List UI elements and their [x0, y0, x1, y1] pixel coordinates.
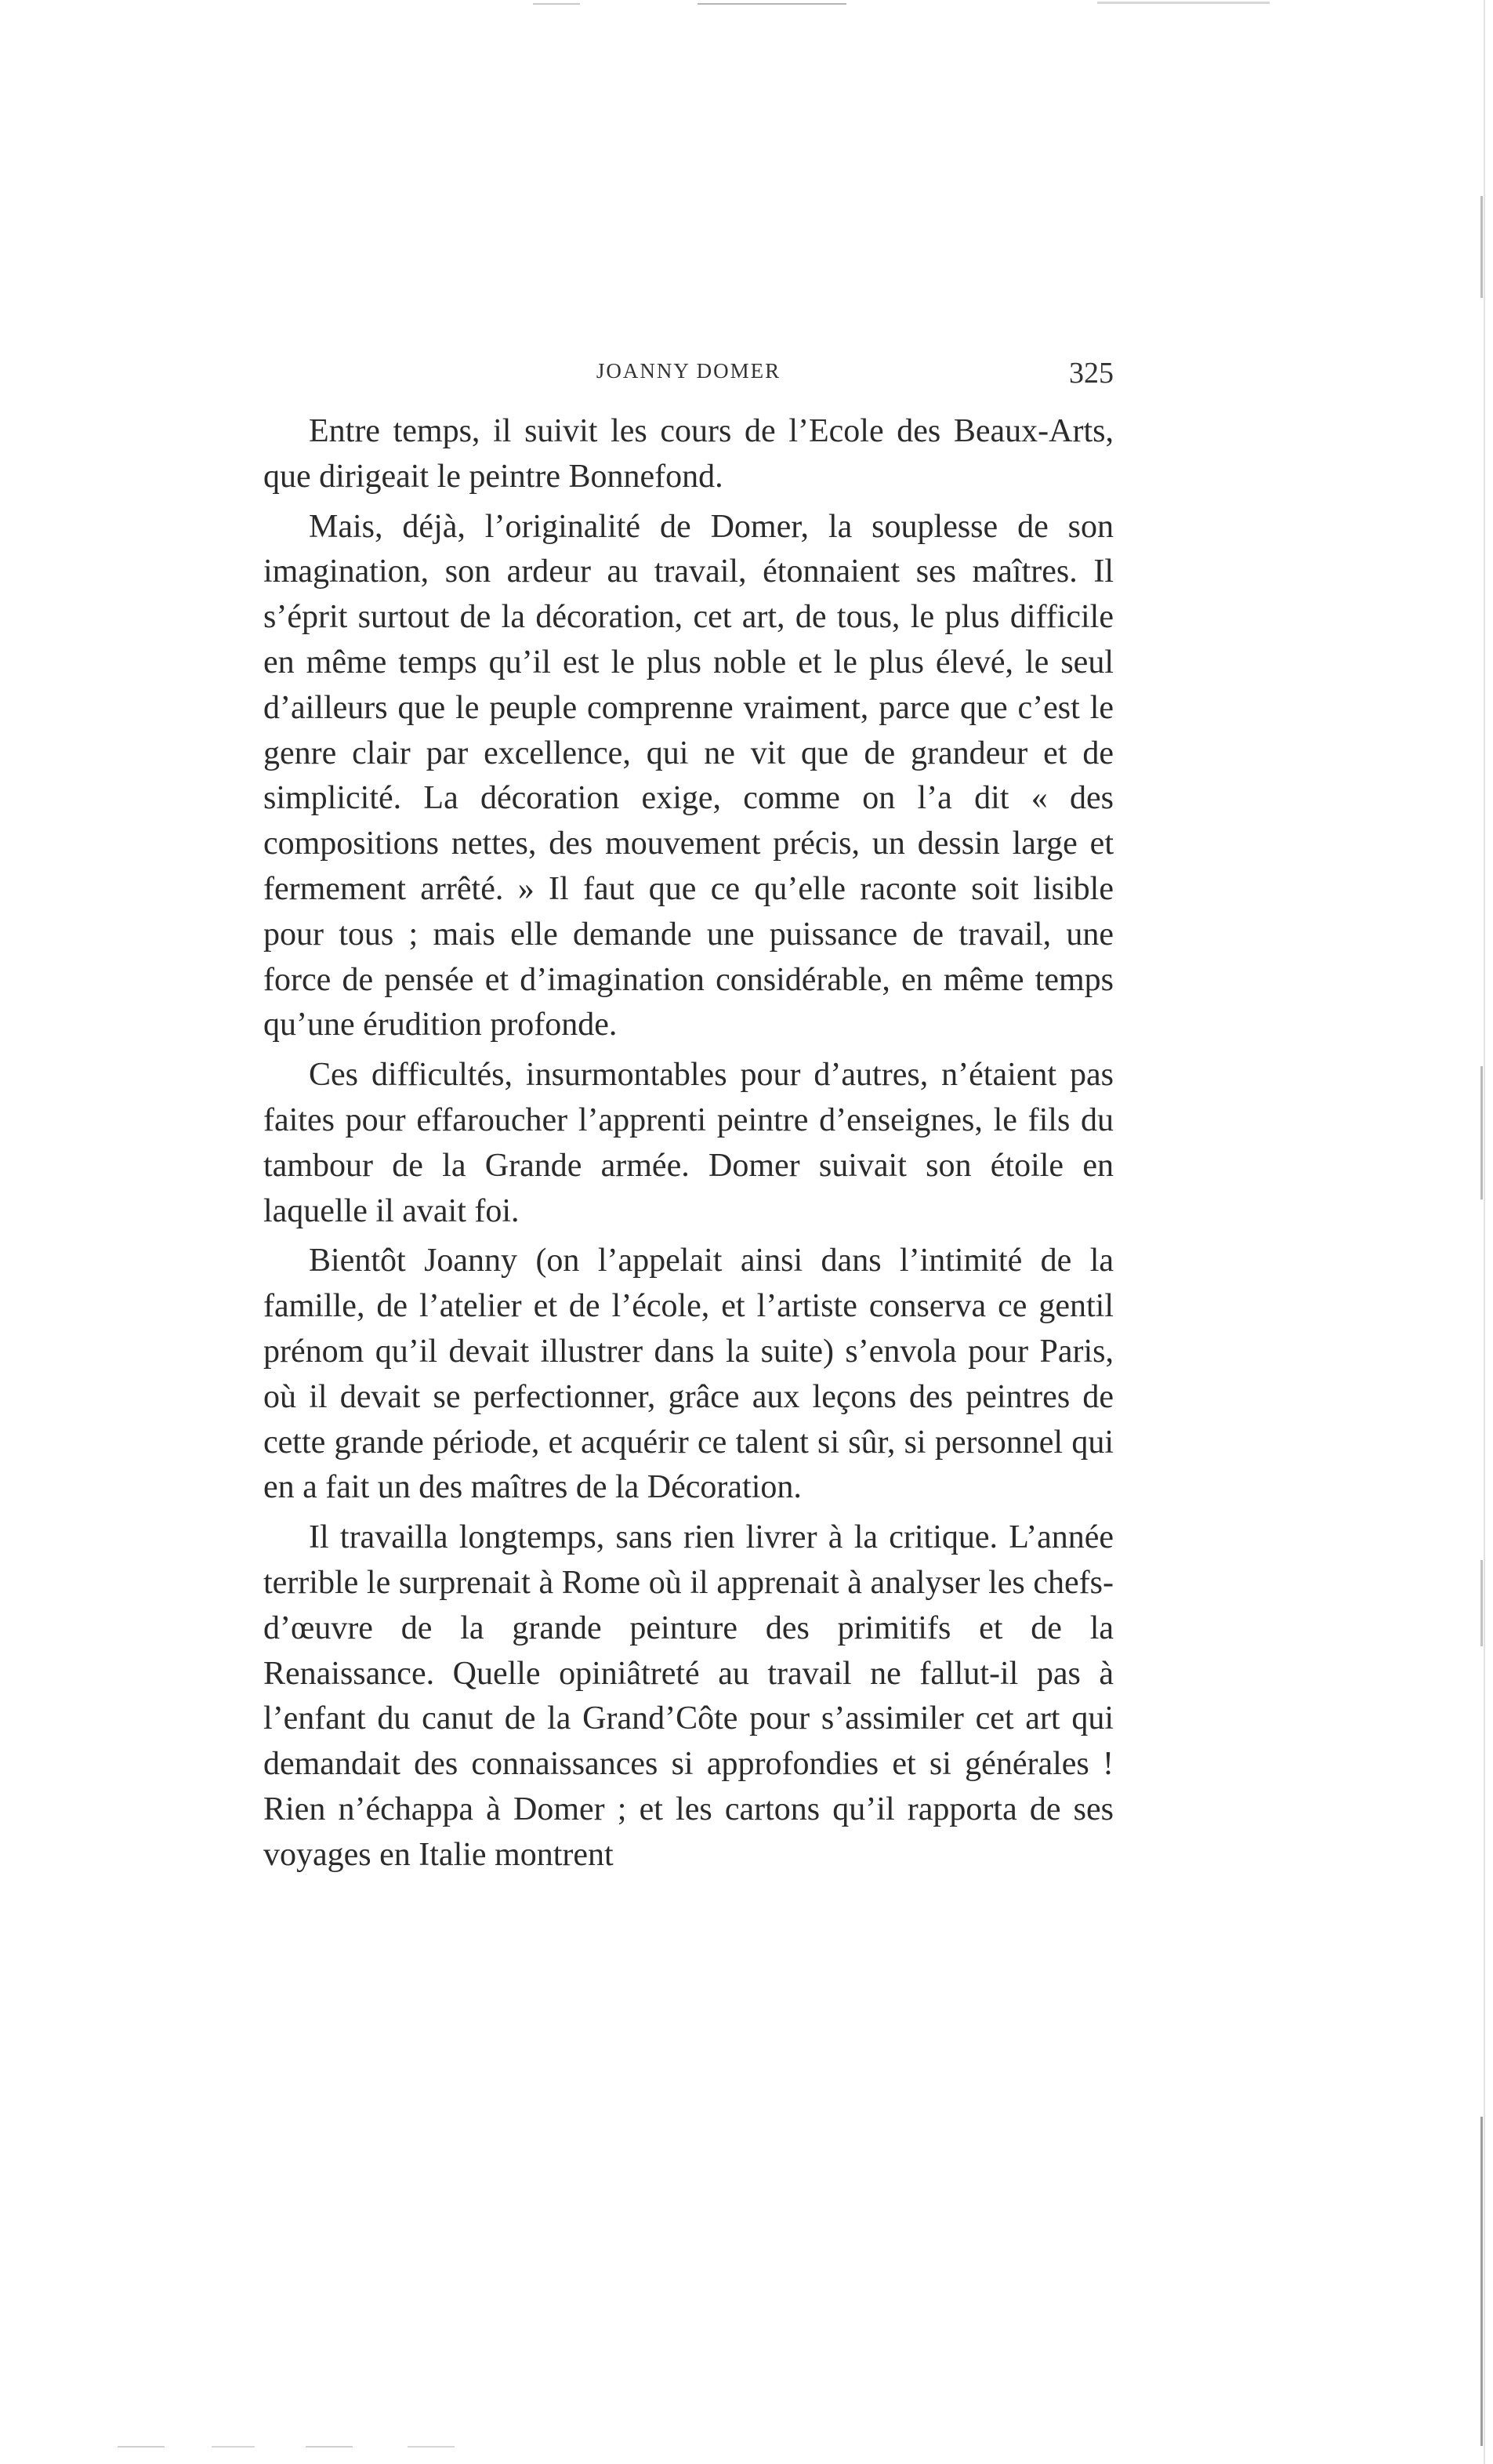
paragraph: Bientôt Joanny (on l’appelait ainsi dans l’intimité de la famille, de l’atelier et de l’école, et l’artiste conserva ce gentil prénom qu’il devait illustrer dans la suite) s’envola pour Paris, où il devait se perfectionner, grâce aux leçons des peintres de cette grande période, et acquérir ce talent si sûr, si personnel qui en a fait un des maîtres de la Décoration. — [263, 1243, 1114, 1506]
scan-artifact — [212, 2446, 255, 2448]
scan-artifact — [408, 2446, 455, 2448]
scan-edge — [1480, 2117, 1483, 2446]
scan-edge — [1484, 0, 1485, 2464]
body-text — [263, 409, 1114, 1883]
scan-artifact — [1097, 2, 1270, 4]
scan-artifact — [306, 2446, 353, 2448]
scan-edge — [1480, 196, 1483, 298]
scan-edge — [1480, 1560, 1483, 1646]
paragraph: Il travailla longtemps, sans rien livrer à la critique. L’année terrible le surprenait à Rome où il apprenait à analyser les chefs-d’œuvre de la grande peinture des primitifs et de la Renaissance. Quelle opiniâtreté au travail ne fallut-il pas à l’enfant du canut de la Grand’Côte pour s’assimiler cet art qui demandait des connaissances si approfondies et si générales ! Rien n’échappa à Domer ; et les cartons qu’il rapporta de ses voyages en Italie montrent — [263, 1519, 1114, 1873]
page-number: 325 — [1069, 357, 1114, 390]
scan-artifact — [118, 2446, 165, 2448]
scan-artifact — [533, 3, 580, 5]
paragraph: Ces difficultés, insurmontables pour d’autres, n’étaient pas faites pour effaroucher l’apprenti peintre d’enseignes, le fils du tambour de la Grande armée. Domer suivait son étoile en laquelle il avait foi. — [263, 1057, 1114, 1229]
scan-edge — [1480, 1066, 1483, 1199]
paragraph: Entre temps, il suivit les cours de l’Ecole des Beaux-Arts, que dirigeait le peintre Bonnefond. — [263, 413, 1114, 495]
running-head — [263, 359, 1114, 390]
scan-artifact — [698, 3, 846, 5]
paragraph: Mais, déjà, l’originalité de Domer, la souplesse de son imagination, son ardeur au travail, étonnaient ses maîtres. Il s’éprit surtout de la décoration, cet art, de tous, le plus difficile en même temps qu’il est le plus noble et le plus élevé, le seul d’ailleurs que le peuple comprenne vraiment, parce que c’est le genre clair par excellence, qui ne vit que de grandeur et de simplicité. La décoration exige, comme on l’a dit « des compositions nettes, des mouvement précis, un dessin large et fermement arrêté. » Il faut que ce qu’elle raconte soit lisible pour tous ; mais elle demande une puissance de travail, une force de pensée et d’imagination considérable, en même temps qu’une érudition profonde. — [263, 508, 1114, 1043]
running-title: JOANNY DOMER — [596, 359, 781, 383]
